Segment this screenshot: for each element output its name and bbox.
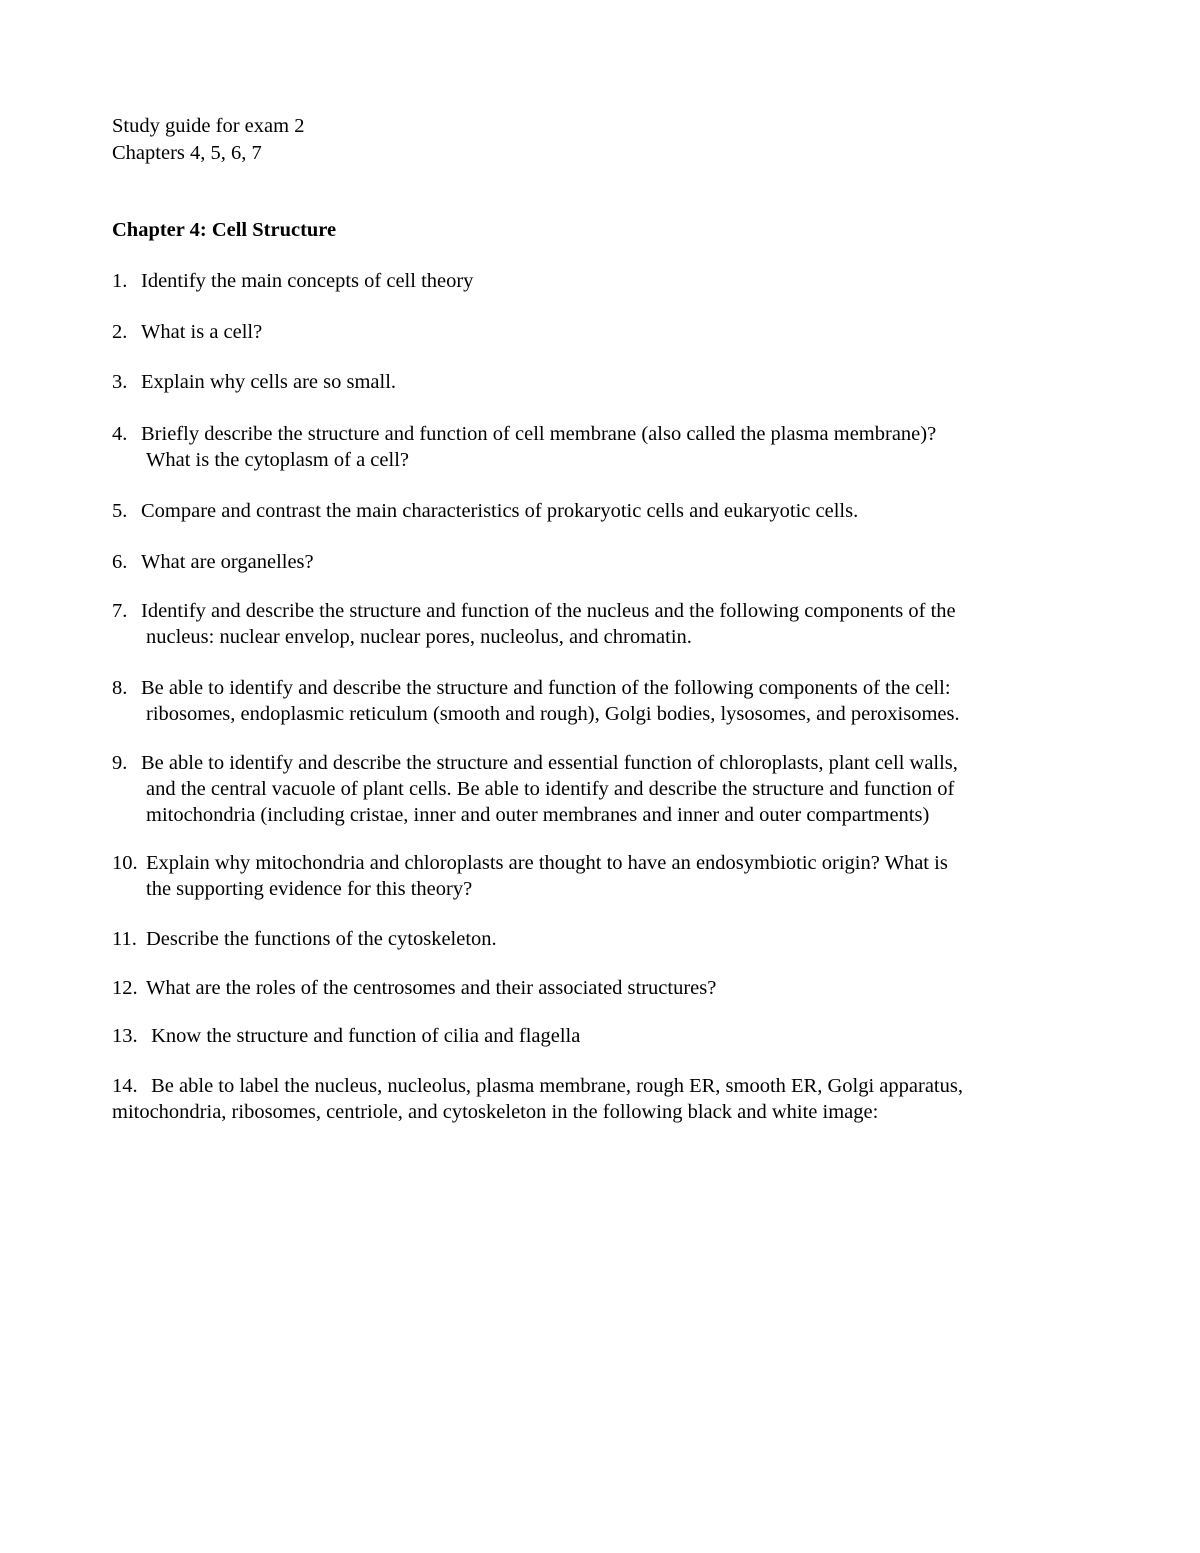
question-text: ribosomes, endoplasmic reticulum (smooth and rough), Golgi bodies, lysosomes, and peroxisomes. — [146, 703, 960, 725]
question-item — [112, 750, 1102, 828]
question-item — [112, 498, 1102, 524]
question-number: 8. — [112, 677, 128, 699]
question-item — [112, 549, 1102, 575]
question-number: 6. — [112, 551, 128, 573]
document-title: Study guide for exam 2 — [112, 115, 305, 137]
question-text: What are the roles of the centrosomes and their associated structures? — [146, 977, 717, 999]
chapter-heading: Chapter 4: Cell Structure — [112, 219, 337, 241]
question-text: and the central vacuole of plant cells. Be able to identify and describe the structure and function of — [146, 778, 955, 800]
question-text: What is the cytoplasm of a cell? — [146, 449, 409, 471]
question-item — [112, 598, 1102, 650]
question-item — [112, 1073, 1102, 1125]
question-item — [112, 850, 1102, 902]
question-text: the supporting evidence for this theory? — [146, 878, 473, 900]
question-number: 12. — [112, 977, 138, 999]
question-text: mitochondria, ribosomes, centriole, and cytoskeleton in the following black and white image: — [112, 1101, 879, 1123]
question-item — [112, 319, 1102, 345]
question-text: nucleus: nuclear envelop, nuclear pores, nucleolus, and chromatin. — [146, 626, 692, 648]
question-text: mitochondria (including cristae, inner and outer membranes and inner and outer compartments) — [146, 804, 930, 826]
question-number: 10. — [112, 852, 138, 874]
question-text: Be able to label the nucleus, nucleolus, plasma membrane, rough ER, smooth ER, Golgi apparatus, — [146, 1075, 963, 1097]
question-text: Identify the main concepts of cell theory — [141, 270, 474, 292]
question-number: 1. — [112, 270, 128, 292]
question-item — [112, 675, 1102, 727]
question-text: Compare and contrast the main characteristics of prokaryotic cells and eukaryotic cells. — [141, 500, 859, 522]
question-text: Be able to identify and describe the structure and essential function of chloroplasts, plant cell walls, — [141, 752, 958, 774]
question-number: 7. — [112, 600, 128, 622]
question-text: What are organelles? — [141, 551, 314, 573]
question-number: 4. — [112, 423, 128, 445]
chapters-line: Chapters 4, 5, 6, 7 — [112, 142, 262, 164]
question-item — [112, 1023, 1102, 1049]
question-number: 3. — [112, 371, 128, 393]
question-text: Explain why cells are so small. — [141, 371, 397, 393]
question-number: 11. — [112, 928, 137, 950]
question-text: Explain why mitochondria and chloroplasts are thought to have an endosymbiotic origin? What is — [146, 852, 948, 874]
question-text: Identify and describe the structure and function of the nucleus and the following components of the — [141, 600, 956, 622]
question-item — [112, 975, 1102, 1001]
question-text: Be able to identify and describe the structure and function of the following components of the cell: — [141, 677, 951, 699]
question-text: Briefly describe the structure and function of cell membrane (also called the plasma membrane)? — [141, 423, 937, 445]
question-number: 5. — [112, 500, 128, 522]
question-text: Know the structure and function of cilia and flagella — [146, 1025, 581, 1047]
question-number: 9. — [112, 752, 128, 774]
question-number: 2. — [112, 321, 128, 343]
question-item — [112, 421, 1102, 473]
question-item — [112, 926, 1102, 952]
question-text: What is a cell? — [141, 321, 263, 343]
question-number: 13. — [112, 1025, 138, 1047]
question-text: Describe the functions of the cytoskeleton. — [146, 928, 497, 950]
question-item — [112, 268, 1102, 294]
question-item — [112, 369, 1102, 395]
question-number: 14. — [112, 1075, 138, 1097]
